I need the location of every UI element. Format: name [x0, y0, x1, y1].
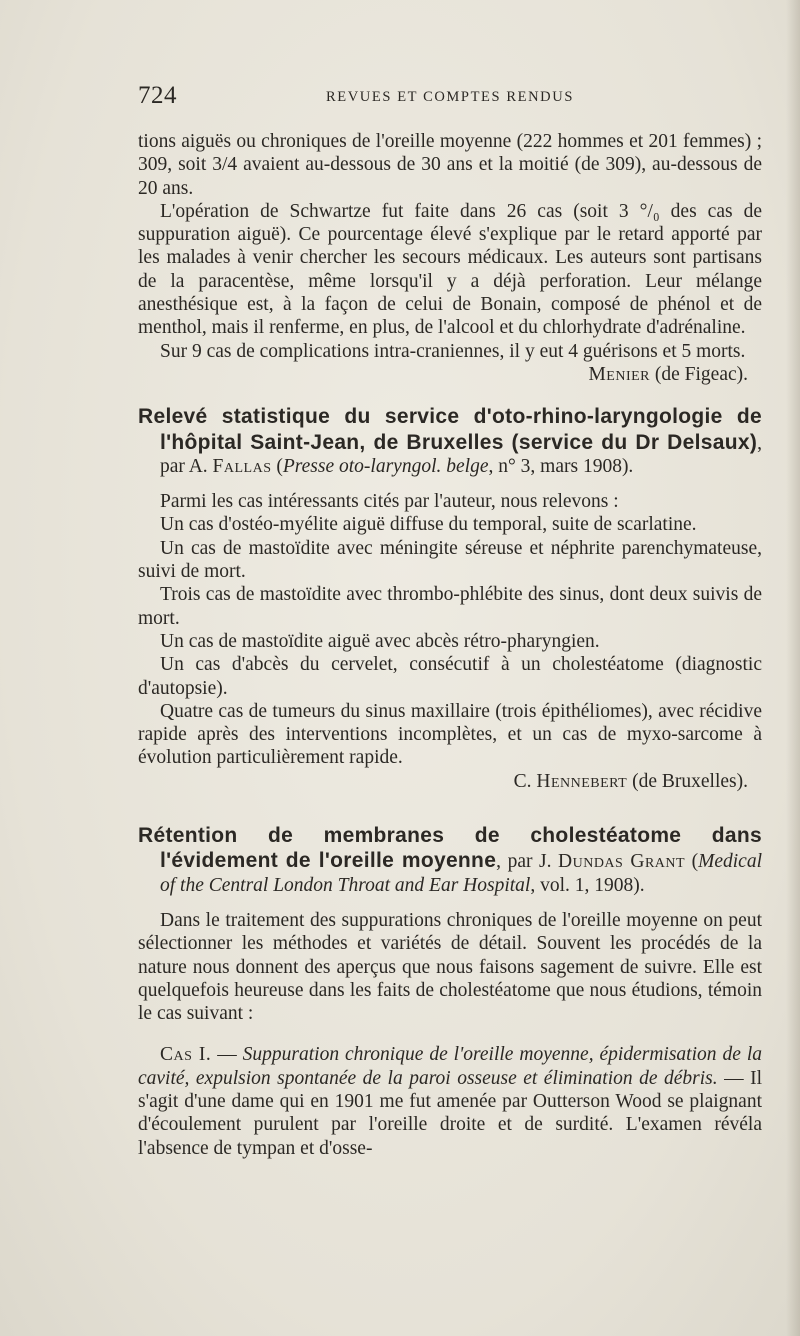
page-edge-shadow	[786, 0, 800, 1336]
case-text: — Il s'agit d'une dame qui en 1901 me fut amenée par Outterson Wood se plaignant d'écoulement purulent par l'oreille droite et de surdité. L'examen révéla l'absence de tympan et d'osse-	[138, 1067, 762, 1159]
page-header	[138, 82, 762, 112]
article-heading	[138, 823, 762, 897]
signature	[138, 770, 762, 793]
article-by: , par J.	[496, 851, 559, 873]
case-title: Suppuration chronique de l'oreille moyenne, épidermisation de la cavité, expulsion spontanée de la paroi osseuse et élimination de débris.	[138, 1044, 762, 1089]
signature-initial: C.	[513, 770, 537, 792]
paragraph: Sur 9 cas de complications intra-craniennes, il y eut 4 guérisons et 5 morts.	[160, 340, 746, 362]
paragraph: Un cas d'ostéo-myélite aiguë diffuse du temporal, suite de scarlatine.	[160, 514, 697, 536]
signature-author: Menier	[588, 363, 650, 385]
paragraph: tions aiguës ou chroniques de l'oreille moyenne (222 hommes et 201 femmes) ; 309, soit 3/4 avaient au-dessous de 30 ans et la moitié (de 309), au-dessous de 20 ans.	[138, 131, 762, 199]
paragraph: Un cas d'abcès du cervelet, consécutif à un cholestéatome (diagnostic d'autopsie).	[138, 654, 762, 699]
article-source-details: , vol. 1, 1908).	[530, 874, 645, 896]
paragraph: Quatre cas de tumeurs du sinus maxillaire (trois épithéliomes), avec récidive rapide après des interventions incomplètes, et un cas de myxo-sarcome à évolution particulièrement rapide.	[138, 700, 762, 769]
article-title: Relevé statistique du service d'oto-rhino-laryngologie de l'hôpital Saint-Jean, de Bruxelles (service du Dr Delsaux)	[138, 405, 762, 454]
signature	[138, 363, 762, 386]
running-title: REVUES ET COMPTES RENDUS	[325, 89, 574, 105]
case-dash: —	[211, 1044, 243, 1066]
case-paragraph	[138, 1043, 762, 1159]
article-source-details: , n° 3, mars 1908).	[488, 455, 634, 477]
article-heading	[138, 404, 762, 478]
page-number: 724	[138, 82, 177, 109]
article-author: Dundas Grant	[558, 851, 686, 873]
source-paren: (	[271, 455, 283, 477]
paragraph: L'opération de Schwartze fut faite dans 26 cas (soit 3 °/₀ des cas de suppuration aiguë). Ce pourcentage élevé s'explique par le retard apporté par les malades à venir chercher les secours médicaux. Les auteurs sont partisans de la paracentèse, même lorsqu'il y a déjà perforation. Leur mélange anesthésique est, à la façon de celui de Bonain, composé de phénol et de menthol, mais il renferme, en plus, de l'alcool et du chlorhydrate d'adrénaline.	[138, 200, 762, 339]
article-author: Fallas	[212, 455, 272, 477]
paragraph: Trois cas de mastoïdite avec thrombo-phlébite des sinus, dont deux suivis de mort.	[138, 584, 762, 629]
article-source: Presse oto-laryngol. belge	[282, 455, 489, 477]
signature-place: (de Bruxelles).	[632, 770, 748, 792]
source-paren: (	[685, 851, 699, 873]
signature-place: (de Figeac).	[654, 363, 748, 385]
case-label: Cas I.	[160, 1044, 212, 1066]
article-by: , par A.	[160, 432, 762, 477]
article-source: Medical of the Central London Throat and Ear Hospital	[160, 851, 762, 896]
paragraph: Dans le traitement des suppurations chroniques de l'oreille moyenne on peut sélectionner les méthodes et variétés de détail. Souvent les procédés de la nature nous donnent des aperçus que nous faisons sagement de suivre. Elle est quelquefois heureuse dans les faits de cholestéatome que nous étudions, témoin le cas suivant :	[138, 909, 762, 1025]
signature-author: Hennebert	[536, 770, 628, 792]
paragraph: Parmi les cas intéressants cités par l'auteur, nous relevons :	[160, 491, 619, 513]
page-body	[138, 130, 762, 1160]
article-title: Rétention de membranes de cholestéatome dans l'évidement de l'oreille moyenne	[138, 824, 762, 873]
paragraph: Un cas de mastoïdite aiguë avec abcès rétro-pharyngien.	[160, 630, 600, 652]
paragraph: Un cas de mastoïdite avec méningite séreuse et néphrite parenchymateuse, suivi de mort.	[138, 537, 762, 583]
